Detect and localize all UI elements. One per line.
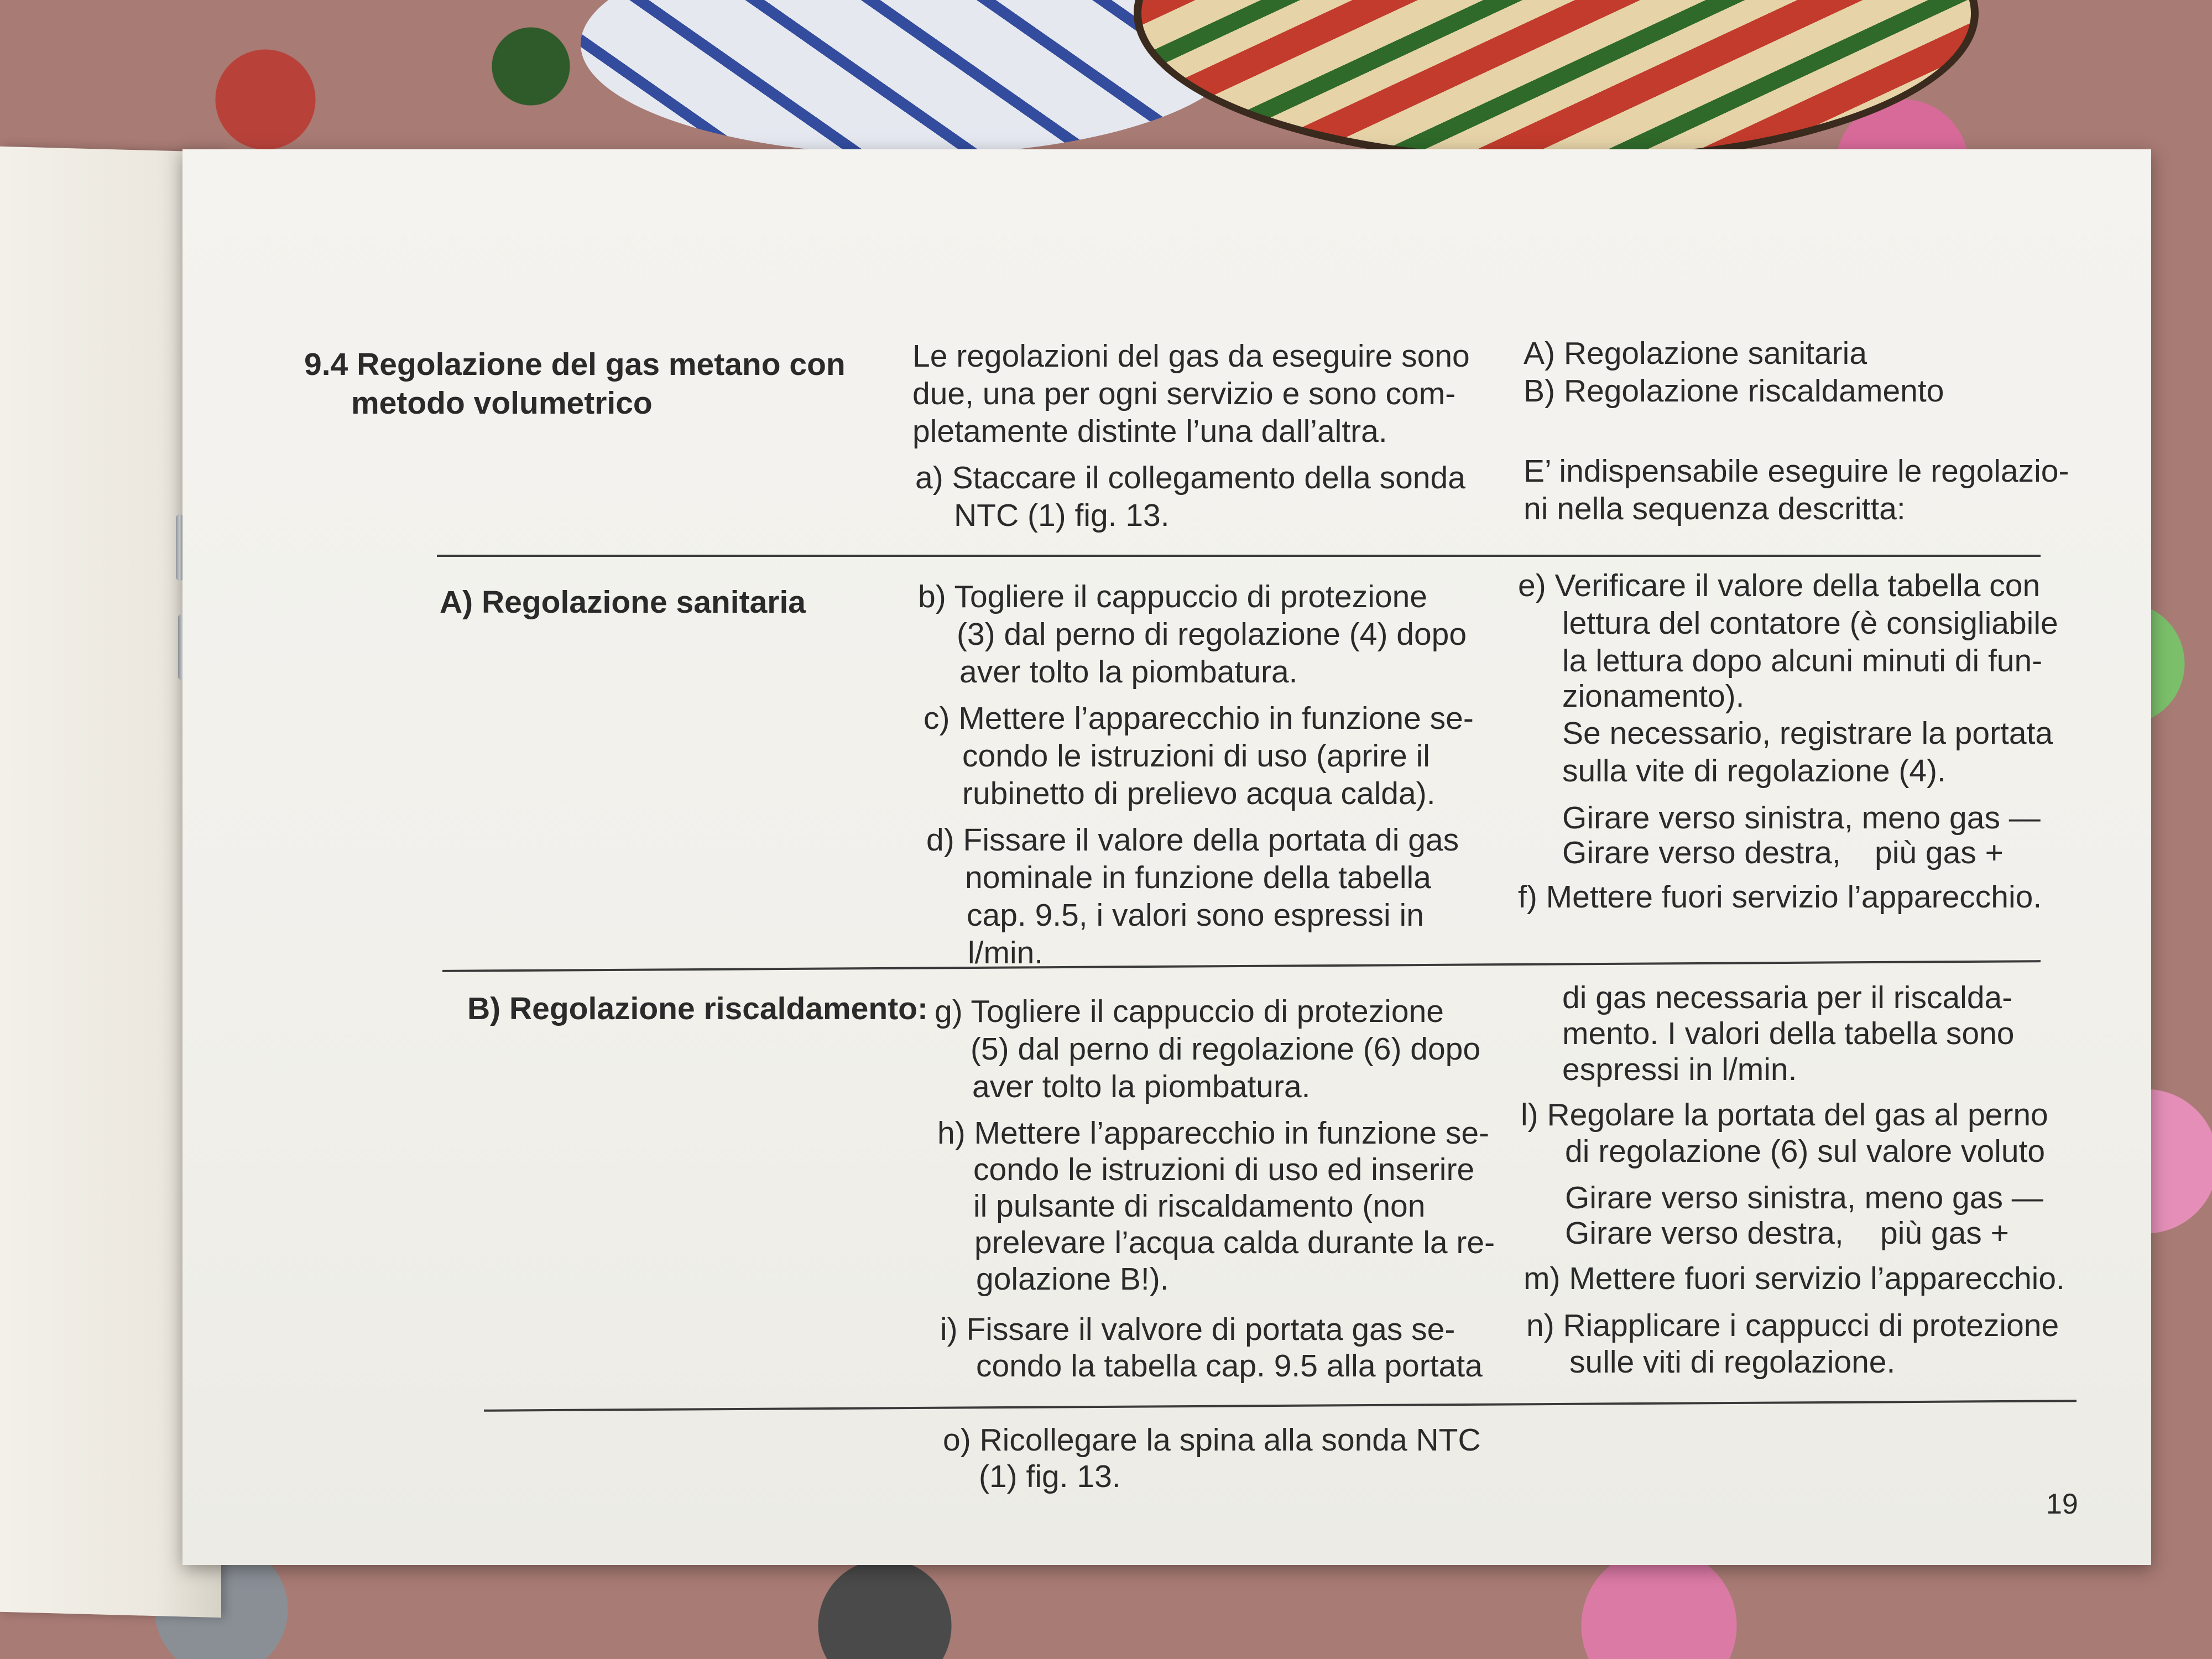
- step-c-line-1: c) Mettere l’apparecchio in funzione se-: [924, 701, 1474, 736]
- step-l-line-2: di regolazione (6) sul valore voluto: [1565, 1134, 2046, 1169]
- step-i-line-2: condo la tabella cap. 9.5 alla portata: [976, 1348, 1483, 1384]
- sanitary-heading: A) Regolazione sanitaria: [440, 585, 806, 620]
- step-f: f) Mettere fuori servizio l’apparecchio.: [1518, 879, 2042, 915]
- step-b-line-2: (3) dal perno di regolazione (4) dopo: [957, 617, 1467, 652]
- step-b-line-3: aver tolto la piombatura.: [959, 654, 1298, 690]
- step-c-line-3: rubinetto di prelievo acqua calda).: [962, 776, 1436, 811]
- manual-page: [182, 149, 2151, 1565]
- step-i-continuation-line-3: espressi in l/min.: [1562, 1052, 1797, 1087]
- intro-line-2: due, una per ogni servizio e sono com-: [912, 376, 1456, 411]
- list-item-a: A) Regolazione sanitaria: [1524, 336, 1867, 371]
- step-b-line-1: b) Togliere il cappuccio di protezione: [918, 579, 1427, 614]
- turn-right-value: più gas +: [1880, 1215, 2009, 1251]
- step-e-line-2: lettura del contatore (è consigliabile: [1562, 606, 2058, 641]
- step-e-line-1: e) Verificare il valore della tabella con: [1518, 568, 2041, 603]
- list-item-b: B) Regolazione riscaldamento: [1524, 373, 1944, 409]
- step-h-line-3: il pulsante di riscaldamento (non: [973, 1188, 1426, 1224]
- step-c-line-2: condo le istruzioni di uso (aprire il: [962, 738, 1430, 774]
- step-a-line-1: a) Staccare il collegamento della sonda: [915, 460, 1465, 495]
- step-e-line-6: sulla vite di regolazione (4).: [1562, 753, 1946, 789]
- step-h-line-2: condo le istruzioni di uso ed inserire: [973, 1152, 1475, 1187]
- background-bowl: [1134, 0, 1979, 165]
- step-d-line-4: l/min.: [968, 935, 1044, 971]
- page-number: 19: [2046, 1488, 2078, 1520]
- step-l-line-1: l) Regolare la portata del gas al perno: [1521, 1097, 2048, 1133]
- intro-line-3: pletamente distinte l’una dall’altra.: [912, 414, 1387, 449]
- step-e-line-5: Se necessario, registrare la portata: [1562, 716, 2053, 751]
- turn-right-instruction: Girare verso destra,: [1562, 835, 1841, 870]
- step-d-line-2: nominale in funzione della tabella: [965, 860, 1431, 895]
- note-line-2: ni nella sequenza descritta:: [1524, 491, 1906, 526]
- turn-right-instruction: Girare verso destra,: [1565, 1215, 1844, 1251]
- divider: [442, 960, 2041, 972]
- turn-left-instruction: Girare verso sinistra, meno gas —: [1562, 800, 2041, 836]
- step-g-line-3: aver tolto la piombatura.: [972, 1069, 1311, 1104]
- step-h-line-5: golazione B!).: [976, 1261, 1169, 1297]
- step-h-line-1: h) Mettere l’apparecchio in funzione se-: [937, 1115, 1490, 1151]
- step-d-line-1: d) Fissare il valore della portata di gas: [926, 822, 1459, 858]
- step-g-line-1: g) Togliere il cappuccio di protezione: [935, 994, 1444, 1029]
- step-d-line-3: cap. 9.5, i valori sono espressi in: [967, 898, 1424, 933]
- step-e-line-4: zionamento).: [1562, 679, 1745, 714]
- section-title-line-1: 9.4 Regolazione del gas metano con: [304, 347, 846, 382]
- turn-left-instruction: Girare verso sinistra, meno gas —: [1565, 1180, 2043, 1215]
- turn-right-value: più gas +: [1875, 835, 2004, 870]
- heating-heading: B) Regolazione riscaldamento:: [467, 991, 928, 1026]
- step-a-line-2: NTC (1) fig. 13.: [954, 498, 1170, 533]
- step-i-continuation-line-2: mento. I valori della tabella sono: [1562, 1016, 2015, 1051]
- step-i-line-1: i) Fissare il valvore di portata gas se-: [940, 1312, 1455, 1347]
- divider: [437, 555, 2041, 557]
- step-o-line-1: o) Ricollegare la spina alla sonda NTC: [943, 1422, 1481, 1458]
- intro-line-1: Le regolazioni del gas da eseguire sono: [912, 338, 1470, 374]
- step-e-line-3: la lettura dopo alcuni minuti di fun-: [1562, 643, 2043, 679]
- step-m: m) Mettere fuori servizio l’apparecchio.: [1524, 1261, 2065, 1296]
- step-i-continuation-line-1: di gas necessaria per il riscalda-: [1562, 980, 2013, 1015]
- step-n-line-1: n) Riapplicare i cappucci di protezione: [1526, 1308, 2059, 1343]
- step-g-line-2: (5) dal perno di regolazione (6) dopo: [971, 1031, 1481, 1067]
- step-h-line-4: prelevare l’acqua calda durante la re-: [974, 1225, 1495, 1260]
- section-title-line-2: metodo volumetrico: [351, 385, 653, 421]
- note-line-1: E’ indispensabile eseguire le regolazio-: [1524, 453, 2069, 489]
- step-n-line-2: sulle viti di regolazione.: [1569, 1344, 1896, 1380]
- divider: [484, 1400, 2077, 1412]
- step-o-line-2: (1) fig. 13.: [979, 1459, 1121, 1494]
